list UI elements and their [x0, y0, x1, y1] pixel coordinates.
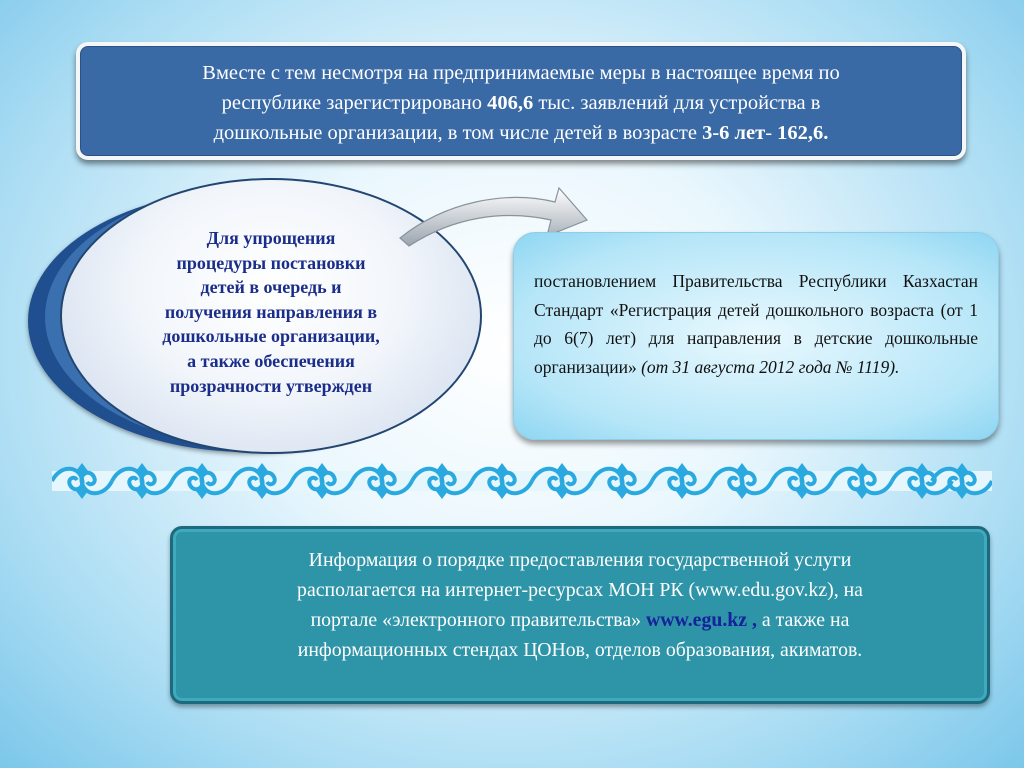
- top-line-2-post: тыс. заявлений для устройства в: [533, 92, 821, 114]
- applications-count: 406,6: [487, 92, 534, 114]
- resolution-text: [534, 267, 978, 381]
- info-line-4: информационных стендах ЦОНов, отделов образования, акиматов.: [297, 639, 863, 661]
- top-line-2-pre: республике зарегистрировано: [221, 92, 488, 114]
- info-line-1: Информация о порядке предоставления государственной услуги: [308, 549, 852, 571]
- resolution-main: постановлением Правительства Республики Казхастан Стандарт «Регистрация детей дошкольного возраста (от 1 до 6(7) лет) для направления в детские дошкольные организации»: [534, 271, 978, 377]
- top-line-1: Вместе с тем несмотря на предпринимаемые меры в настоящее время по: [202, 62, 840, 84]
- info-line-2: располагается на интернет-ресурсах МОН РК (www.edu.gov.kz), на: [297, 579, 863, 601]
- ellipse-line: Для упрощения: [206, 228, 336, 248]
- ellipse-line: детей в очередь и: [200, 277, 342, 298]
- info-box: [170, 526, 990, 704]
- info-line-3-pre: портале «электронного правительства»: [310, 609, 646, 631]
- info-line-3: [191, 605, 969, 635]
- ellipse-line: а также обеспечения: [187, 350, 355, 371]
- top-line-3-pre: дошкольные организации, в том числе детей в возрасте: [213, 122, 703, 144]
- egov-link[interactable]: www.egu.kz ,: [645, 609, 757, 631]
- info-line-3-post: а также на: [756, 609, 850, 631]
- ellipse-line: получения направления в: [164, 301, 378, 322]
- ellipse-line: процедуры постановки: [176, 252, 366, 273]
- ornament-divider-icon: [52, 461, 992, 501]
- children-count: 162,6.: [777, 122, 829, 144]
- ellipse-text: [120, 226, 422, 398]
- top-line-3-dash: -: [765, 122, 778, 144]
- top-line-2: [100, 88, 942, 118]
- resolution-date: (от 31 августа 2012 года № 1119).: [641, 356, 900, 377]
- resolution-box: [513, 232, 999, 440]
- top-line-3: [100, 118, 942, 148]
- top-info-box: [76, 42, 966, 160]
- ellipse-line: прозрачности утвержден: [169, 375, 373, 396]
- age-range: 3-6 лет: [702, 122, 766, 144]
- ellipse-line: дошкольные организации,: [162, 326, 380, 347]
